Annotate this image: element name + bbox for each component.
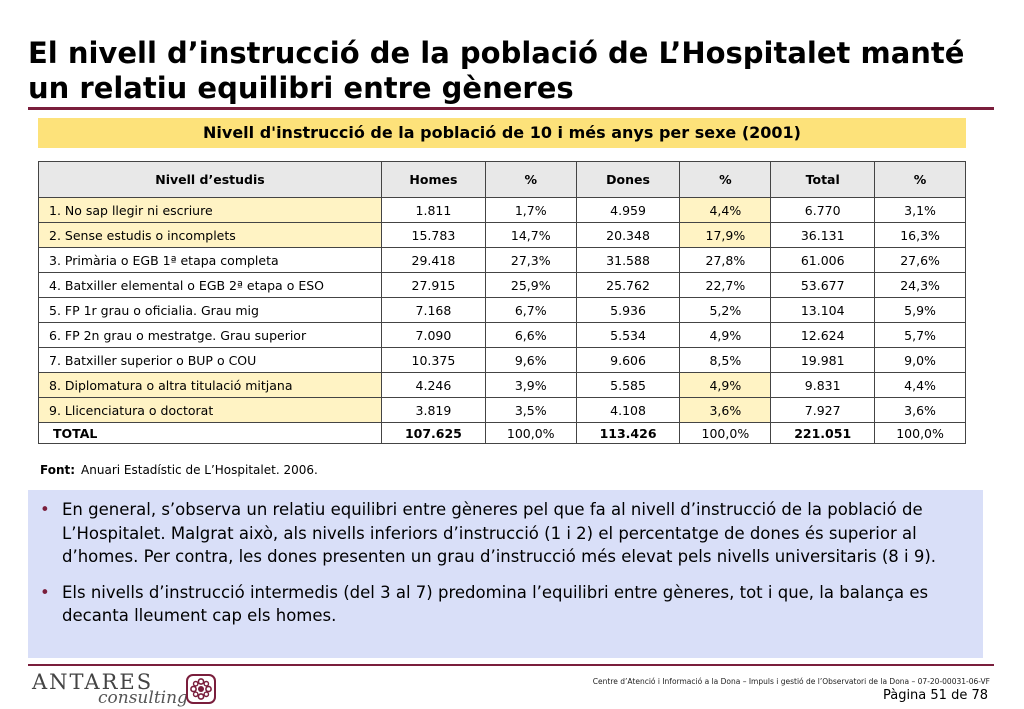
total-value: 7.927 [771,398,875,423]
women-value: 5.534 [576,323,680,348]
table-row [39,248,966,273]
grand-total-pct: 100,0% [875,423,966,444]
row-label: 1. No sap llegir ni escriure [39,198,382,223]
total-value: 13.104 [771,298,875,323]
women-value: 5.585 [576,373,680,398]
men-pct: 3,9% [485,373,576,398]
antares-logo [32,670,232,708]
table-row [39,348,966,373]
bullet-item [40,581,965,628]
row-label: 7. Batxiller superior o BUP o COU [39,348,382,373]
men-pct: 6,7% [485,298,576,323]
total-pct: 4,4% [875,373,966,398]
source-label: Font: [40,463,76,477]
men-pct: 14,7% [485,223,576,248]
table-row [39,223,966,248]
men-value: 7.168 [382,298,486,323]
women-pct: 22,7% [680,273,771,298]
header-men: Homes [382,162,486,198]
logo-sub-text: consulting [98,688,188,708]
table-row [39,198,966,223]
men-value: 15.783 [382,223,486,248]
footer-divider [28,664,994,666]
men-pct: 1,7% [485,198,576,223]
header-total-pct: % [875,162,966,198]
women-pct: 5,2% [680,298,771,323]
table-row [39,273,966,298]
men-value: 27.915 [382,273,486,298]
total-value: 53.677 [771,273,875,298]
women-pct: 8,5% [680,348,771,373]
women-value: 5.936 [576,298,680,323]
summary-box [28,490,983,658]
men-pct: 25,9% [485,273,576,298]
total-value: 9.831 [771,373,875,398]
women-value: 4.108 [576,398,680,423]
women-value: 4.959 [576,198,680,223]
total-value: 36.131 [771,223,875,248]
women-pct: 4,9% [680,373,771,398]
bullet-icon: • [40,582,50,602]
footer-project-info: Centre d’Atenció i Informació a la Dona – Impuls i gestió de l’Observatori de la Dona – 07-20-00031-06-VF [592,677,990,686]
row-label: 5. FP 1r grau o oficialia. Grau mig [39,298,382,323]
title-divider [28,107,994,110]
total-pct: 3,6% [875,398,966,423]
bullet-item [40,498,965,569]
table-row [39,298,966,323]
women-pct: 27,8% [680,248,771,273]
total-pct: 3,1% [875,198,966,223]
men-value: 1.811 [382,198,486,223]
education-table [38,161,966,444]
women-value: 9.606 [576,348,680,373]
grand-total: 221.051 [771,423,875,444]
header-level: Nivell d’estudis [39,162,382,198]
table-row [39,398,966,423]
page-number: Pàgina 51 de 78 [882,688,988,703]
women-total-pct: 100,0% [680,423,771,444]
men-pct: 6,6% [485,323,576,348]
header-total: Total [771,162,875,198]
bullet-text: Els nivells d’instrucció intermedis (del 3 al 7) predomina l’equilibri entre gèneres, tot i que, la balança es decanta lleument cap els homes. [62,582,929,625]
row-label: 4. Batxiller elemental o EGB 2ª etapa o ESO [39,273,382,298]
men-pct: 3,5% [485,398,576,423]
header-women: Dones [576,162,680,198]
women-pct: 4,4% [680,198,771,223]
men-total: 107.625 [382,423,486,444]
logo-emblem-icon [186,674,216,704]
men-value: 29.418 [382,248,486,273]
table-row [39,323,966,348]
women-pct: 17,9% [680,223,771,248]
total-value: 12.624 [771,323,875,348]
men-pct: 27,3% [485,248,576,273]
bullet-text: En general, s’observa un relatiu equilibri entre gèneres pel que fa al nivell d’instrucció de la població de L’Hospitalet. Malgrat això, als nivells inferiors d’instrucció (1 i 2) el percentatge de dones és superior al d’homes. Per contra, les dones presenten un grau d’instrucció més elevat pels nivells universitaris (8 i 9). [62,500,937,566]
row-label: 3. Primària o EGB 1ª etapa completa [39,248,382,273]
women-pct: 4,9% [680,323,771,348]
source-note [40,463,318,477]
source-text: Anuari Estadístic de L’Hospitalet. 2006. [81,463,318,477]
row-label: 9. Llicenciatura o doctorat [39,398,382,423]
total-pct: 16,3% [875,223,966,248]
women-value: 31.588 [576,248,680,273]
total-value: 19.981 [771,348,875,373]
row-label: 2. Sense estudis o incomplets [39,223,382,248]
bullet-icon: • [40,500,50,519]
men-value: 10.375 [382,348,486,373]
table-subtitle: Nivell d'instrucció de la població de 10 i més anys per sexe (2001) [38,118,966,148]
total-pct: 9,0% [875,348,966,373]
total-value: 6.770 [771,198,875,223]
women-value: 25.762 [576,273,680,298]
total-value: 61.006 [771,248,875,273]
total-pct: 5,9% [875,298,966,323]
total-label: TOTAL [39,423,382,444]
total-pct: 5,7% [875,323,966,348]
header-women-pct: % [680,162,771,198]
logo-main-text: ANTARES [32,670,154,694]
men-pct: 9,6% [485,348,576,373]
women-total: 113.426 [576,423,680,444]
total-pct: 24,3% [875,273,966,298]
table-row [39,373,966,398]
men-value: 4.246 [382,373,486,398]
page-title: El nivell d’instrucció de la població de L’Hospitalet manté un relatiu equilibri entre gèneres [28,36,965,105]
women-pct: 3,6% [680,398,771,423]
table-total-row [39,423,966,444]
women-value: 20.348 [576,223,680,248]
row-label: 8. Diplomatura o altra titulació mitjana [39,373,382,398]
men-total-pct: 100,0% [485,423,576,444]
men-value: 7.090 [382,323,486,348]
row-label: 6. FP 2n grau o mestratge. Grau superior [39,323,382,348]
header-men-pct: % [485,162,576,198]
men-value: 3.819 [382,398,486,423]
total-pct: 27,6% [875,248,966,273]
table-header-row [39,162,966,198]
